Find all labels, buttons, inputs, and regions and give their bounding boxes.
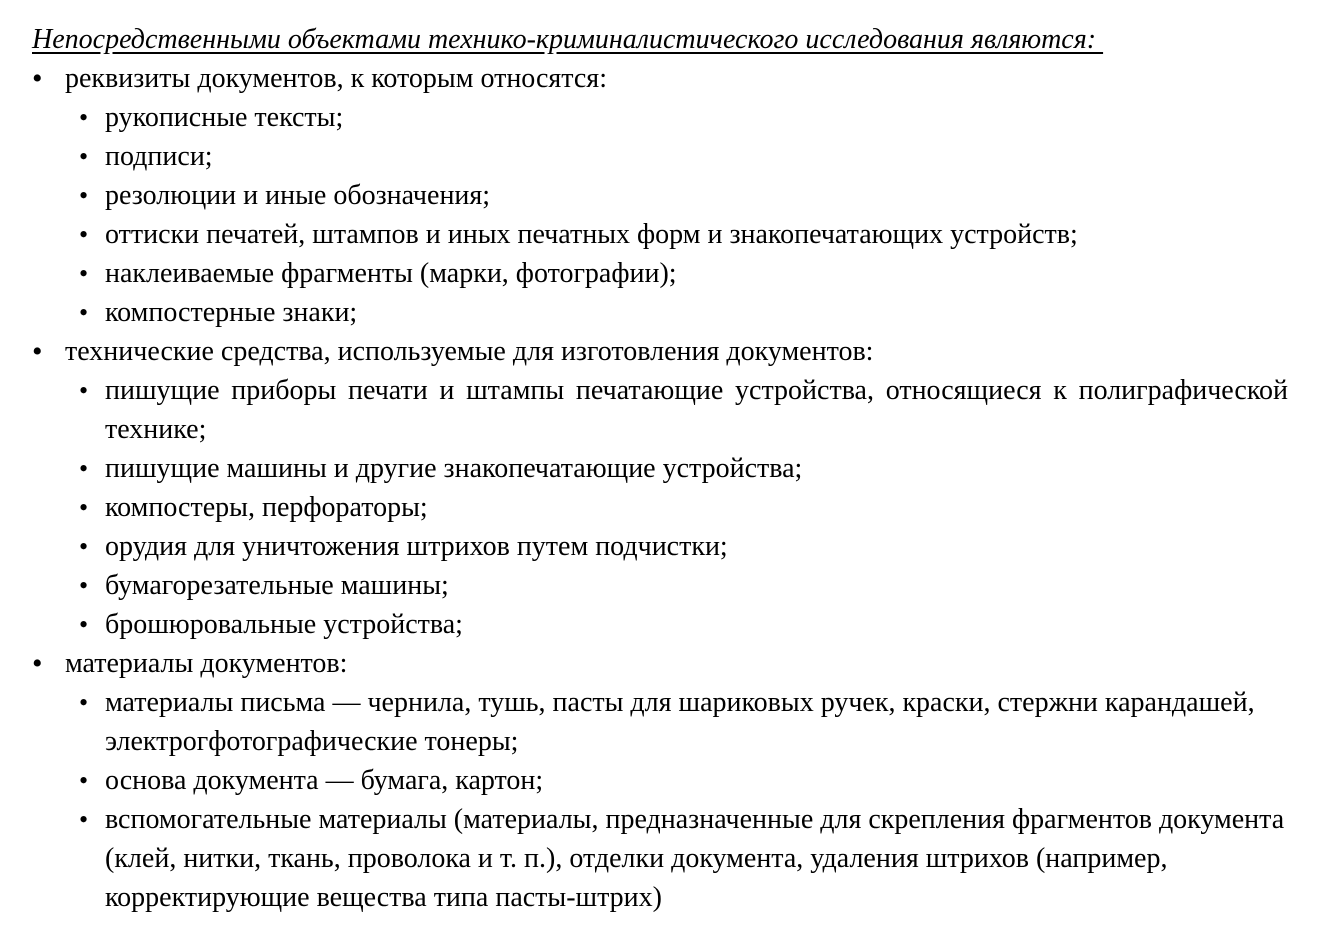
bullet-icon: • (79, 181, 89, 210)
list-item-text: компостеры, перфораторы; (105, 492, 428, 523)
section-label: материалы документов: (65, 648, 348, 679)
list-item (79, 449, 1288, 488)
list-item (79, 176, 1288, 215)
list-item-requisites (32, 59, 1288, 332)
list-item-text: резолюции и иные обозначения; (105, 180, 491, 211)
list-item-text: брошюровальные устройства; (105, 609, 463, 640)
list-item-text: компостерные знаки; (105, 297, 358, 328)
list-item (79, 527, 1288, 566)
list-item (79, 761, 1288, 800)
bullet-icon: • (79, 610, 89, 639)
list-item-text: пишущие машины и другие знакопечатающие устройства; (105, 453, 803, 484)
list-item (79, 215, 1288, 254)
list-item-text: наклеиваемые фрагменты (марки, фотографии); (105, 258, 677, 289)
list-item (79, 98, 1288, 137)
list-item-technical-means (32, 332, 1288, 644)
bullet-icon: • (32, 62, 43, 95)
list-item-text: основа документа — бумага, картон; (105, 765, 544, 796)
list-item-materials (32, 644, 1288, 917)
list-item (79, 371, 1288, 449)
document-heading: Непосредственными объектами технико-криминалистического исследования являются: (32, 24, 1104, 55)
list-item-text: материалы письма — чернила, тушь, пасты для шариковых ручек, краски, стержни карандашей, электрогфотографические тонеры; (105, 687, 1255, 757)
bullet-icon: • (79, 688, 89, 717)
list-item-text: бумагорезательные машины; (105, 570, 449, 601)
bullet-icon: • (79, 298, 89, 327)
bullet-icon: • (79, 103, 89, 132)
bullet-icon: • (32, 647, 43, 680)
bullet-icon: • (79, 220, 89, 249)
bullet-icon: • (79, 493, 89, 522)
list-item (79, 683, 1288, 761)
bullet-icon: • (79, 376, 89, 405)
list-item (79, 488, 1288, 527)
list-item (79, 293, 1288, 332)
objects-list (32, 59, 1288, 917)
bullet-icon: • (79, 142, 89, 171)
bullet-icon: • (79, 571, 89, 600)
sub-list (65, 683, 1288, 917)
sub-list (65, 98, 1288, 332)
list-item-text: орудия для уничтожения штрихов путем подчистки; (105, 531, 728, 562)
list-item (79, 605, 1288, 644)
bullet-icon: • (79, 805, 89, 834)
section-label: реквизиты документов, к которым относятся: (65, 63, 607, 94)
list-item-text: оттиски печатей, штампов и иных печатных форм и знакопечатающих устройств; (105, 219, 1078, 250)
list-item-text: подписи; (105, 141, 213, 172)
bullet-icon: • (79, 766, 89, 795)
list-item-text: вспомогательные материалы (материалы, предназначенные для скрепления фрагментов документа (клей, нитки, ткань, проволока и т. п.), отделки документа, удаления штрихов (например, корректирующие вещества типа пасты-штрих) (105, 804, 1285, 913)
list-item (79, 566, 1288, 605)
bullet-icon: • (79, 532, 89, 561)
sub-list (65, 371, 1288, 644)
section-label: технические средства, используемые для изготовления документов: (65, 336, 874, 367)
bullet-icon: • (79, 454, 89, 483)
list-item-text: пишущие приборы печати и штампы печатающие устройства, относящиеся к полиграфической технике; (105, 375, 1288, 445)
bullet-icon: • (32, 335, 43, 368)
list-item-text: рукописные тексты; (105, 102, 344, 133)
list-item (79, 137, 1288, 176)
list-item (79, 254, 1288, 293)
list-item (79, 800, 1288, 917)
bullet-icon: • (79, 259, 89, 288)
